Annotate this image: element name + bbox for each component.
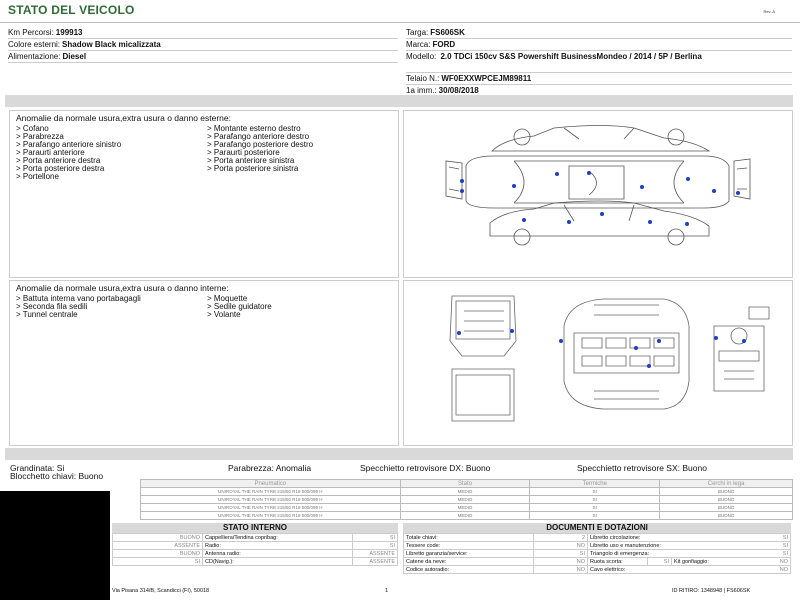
doc-value: 2: [534, 534, 588, 542]
targa-label: Targa:: [406, 28, 429, 37]
doc-label-text: Cavo elettrico:: [590, 566, 626, 573]
doc-value: SI: [782, 542, 788, 549]
targa-value: FS606SK: [430, 28, 465, 37]
external-item: > Porta anteriore destra: [16, 156, 101, 165]
interior-car-diagram: [404, 281, 792, 445]
stato-interno-label: Antenna radio:: [203, 550, 353, 558]
internal-item: > Moquette: [207, 294, 248, 303]
tyre-stato: MEDIO: [400, 512, 530, 520]
table-row: [404, 558, 791, 566]
table-row: [113, 558, 398, 566]
doc-label: Totale chiavi:: [404, 534, 534, 542]
internal-item: > Volante: [207, 310, 241, 319]
tyres-table: [140, 479, 793, 520]
table-row: [404, 542, 791, 550]
km-row: [8, 27, 398, 39]
tyres-header-stato: Stato: [400, 480, 530, 488]
external-item: > Porta posteriore destra: [16, 164, 105, 173]
doc-value: NO: [779, 558, 788, 565]
header-divider: [0, 22, 800, 23]
tyres-header-pneumatico: Pneumatico: [141, 480, 401, 488]
doc-value: NO: [534, 542, 588, 550]
stato-interno-val-right: ASSENTE: [353, 558, 398, 566]
stato-interno-val-right: SI: [353, 542, 398, 550]
internal-damage-panel: [9, 280, 399, 446]
doc-label: [588, 566, 791, 574]
colore-value: Shadow Black micalizzata: [62, 40, 161, 49]
external-damage-panel: [9, 110, 399, 278]
km-value: 199913: [55, 28, 83, 37]
stato-interno-val-right: ASSENTE: [353, 550, 398, 558]
doc-label: Codice autoradio:: [404, 566, 534, 574]
alimentazione-row: [8, 51, 398, 63]
external-item: > Porta anteriore sinistra: [207, 156, 295, 165]
documenti-title: DOCUMENTI E DOTAZIONI: [403, 523, 791, 533]
vehicle-info-right: [406, 27, 792, 97]
stato-interno-title: STATO INTERNO: [112, 523, 398, 533]
stato-interno-val-right: SI: [353, 534, 398, 542]
tyre-cerchi: BUONO: [660, 496, 793, 504]
doc-value: NO: [534, 558, 588, 566]
tyre-cerchi: BUONO: [660, 488, 793, 496]
vehicle-info-left: [8, 27, 398, 63]
footer-id: ID RITIRO: 1348948 | FS606SK: [672, 588, 751, 594]
doc-label: [588, 550, 791, 558]
tyre-termiche: SI: [530, 512, 660, 520]
tyre-model: UNIROYAL THE RAIN TYRE 215/50 R18 000/099 H: [141, 504, 401, 512]
doc-label: Ruota scorta:: [588, 558, 648, 566]
alimentazione-label: Alimentazione:: [8, 52, 61, 61]
specchietto-dx-text: Specchietto retrovisore DX: Buono: [360, 463, 491, 473]
tyre-termiche: SI: [530, 504, 660, 512]
table-row: [141, 488, 793, 496]
table-row: [141, 512, 793, 520]
doc-label-text: Kit gonfiaggio:: [674, 558, 709, 565]
doc-label: [588, 534, 791, 542]
doc-label-text: Triangolo di emergenza:: [590, 550, 650, 557]
table-row: [113, 542, 398, 550]
exterior-car-diagram-box: [403, 110, 793, 278]
imm-value: 30/08/2018: [438, 86, 479, 95]
tyres-header-row: [141, 480, 793, 488]
stato-interno-label: CD(Navig.):: [203, 558, 353, 566]
doc-label: [588, 542, 791, 550]
footer-page-number: 1: [385, 588, 389, 594]
table-row: [404, 534, 791, 542]
internal-item: > Tunnel centrale: [16, 310, 78, 319]
redaction-box: [0, 491, 110, 600]
external-item: > Portellone: [16, 172, 59, 181]
interior-car-diagram-box: [403, 280, 793, 446]
tyre-model: UNIROYAL THE RAIN TYRE 215/50 R18 000/099 H: [141, 488, 401, 496]
stato-interno-val-left: BUONO: [113, 550, 203, 558]
doc-label: [672, 558, 791, 566]
modello-label: Modello:: [406, 52, 437, 61]
external-item: > Cofano: [16, 124, 49, 133]
internal-item: > Sedile guidatore: [207, 302, 272, 311]
tyre-cerchi: BUONO: [660, 504, 793, 512]
tyre-model: UNIROYAL THE RAIN TYRE 215/50 R18 000/099 H: [141, 496, 401, 504]
stato-interno-val-left: BUONO: [113, 534, 203, 542]
alimentazione-value: Diesel: [62, 52, 87, 61]
tyre-cerchi: BUONO: [660, 512, 793, 520]
telaio-value: WF0EXXWPCEJM89811: [441, 74, 532, 83]
doc-value: NO: [779, 566, 788, 573]
tyre-model: UNIROYAL THE RAIN TYRE 215/50 R18 000/099 H: [141, 512, 401, 520]
external-item: > Parafango anteriore destro: [207, 132, 310, 141]
external-item: > Paraurti anteriore: [16, 148, 85, 157]
tyre-stato: MEDIO: [400, 496, 530, 504]
stato-interno-label: Radio:: [203, 542, 353, 550]
doc-label-text: Libretto circolazione:: [590, 534, 641, 541]
section-divider-bar: [5, 95, 793, 107]
doc-value: SI: [782, 534, 788, 541]
doc-label: Catene da neve:: [404, 558, 534, 566]
parabrezza-text: Parabrezza: Anomalia: [228, 463, 312, 473]
telaio-row: [406, 73, 792, 85]
colore-row: [8, 39, 398, 51]
imm-label: 1a imm.:: [406, 86, 437, 95]
footer-address: Via Pisana 314/B, Scandicci (FI), 50018: [112, 588, 210, 594]
km-label: Km Percorsi:: [8, 28, 54, 37]
table-row: [113, 550, 398, 558]
modello-row: [406, 51, 792, 73]
internal-item: > Battuta interna vano portabagagli: [16, 294, 141, 303]
external-item: > Paraurti posteriore: [207, 148, 280, 157]
marca-value: FORD: [432, 40, 456, 49]
external-item: > Parabrezza: [16, 132, 64, 141]
doc-label: Tessere code:: [404, 542, 534, 550]
tyre-stato: MEDIO: [400, 488, 530, 496]
table-row: [404, 566, 791, 574]
doc-label: Libretto garanzia/service:: [404, 550, 534, 558]
table-row: [141, 504, 793, 512]
tyres-header-cerchi: Cerchi in lega: [660, 480, 793, 488]
internal-damage-title: Anomalie da normale usura,extra usura o danno interne:: [16, 283, 229, 293]
tyres-header-termiche: Termiche: [530, 480, 660, 488]
external-item: > Parafango posteriore destro: [207, 140, 314, 149]
colore-label: Colore esterni:: [8, 40, 61, 49]
doc-label-text: Libretto uso e manutenzione:: [590, 542, 661, 549]
internal-item: > Seconda fila sedili: [16, 302, 88, 311]
doc-value: SI: [648, 558, 672, 566]
table-row: [404, 550, 791, 558]
revision-label: Rev. A: [763, 9, 775, 14]
table-row: [113, 534, 398, 542]
targa-row: [406, 27, 792, 39]
doc-value: NO: [534, 566, 588, 574]
documenti-table: [403, 533, 791, 574]
marca-label: Marca:: [406, 40, 431, 49]
stato-interno-label: Cappelliera/Tendina copribag:: [203, 534, 353, 542]
stato-interno-table: [112, 533, 398, 566]
grandinata-text: Grandinata: Si: [10, 463, 65, 473]
tyre-termiche: SI: [530, 488, 660, 496]
tyre-termiche: SI: [530, 496, 660, 504]
external-item: > Montante esterno destro: [207, 124, 301, 133]
stato-interno-val-left: SI: [113, 558, 203, 566]
stato-interno-val-left: ASSENTE: [113, 542, 203, 550]
section-divider-bar: [5, 448, 793, 460]
external-item: > Parafango anteriore sinistro: [16, 140, 122, 149]
doc-value: SI: [534, 550, 588, 558]
tyre-stato: MEDIO: [400, 504, 530, 512]
external-damage-title: Anomalie da normale usura,extra usura o danno esterne:: [16, 113, 231, 123]
table-row: [141, 496, 793, 504]
specchietto-sx-text: Specchietto retrovisore SX: Buono: [577, 463, 707, 473]
page-title: STATO DEL VEICOLO: [8, 3, 135, 17]
blocchetto-text: Blocchetto chiavi: Buono: [10, 471, 104, 481]
exterior-car-diagram: [404, 111, 792, 277]
modello-value: 2.0 TDCi 150cv S&S Powershift BusinessMondeo / 2014 / 5P / Berlina: [440, 52, 702, 61]
telaio-label: Telaio N.:: [406, 74, 440, 83]
marca-row: [406, 39, 792, 51]
doc-value: SI: [782, 550, 788, 557]
external-item: > Porta posteriore sinistra: [207, 164, 299, 173]
